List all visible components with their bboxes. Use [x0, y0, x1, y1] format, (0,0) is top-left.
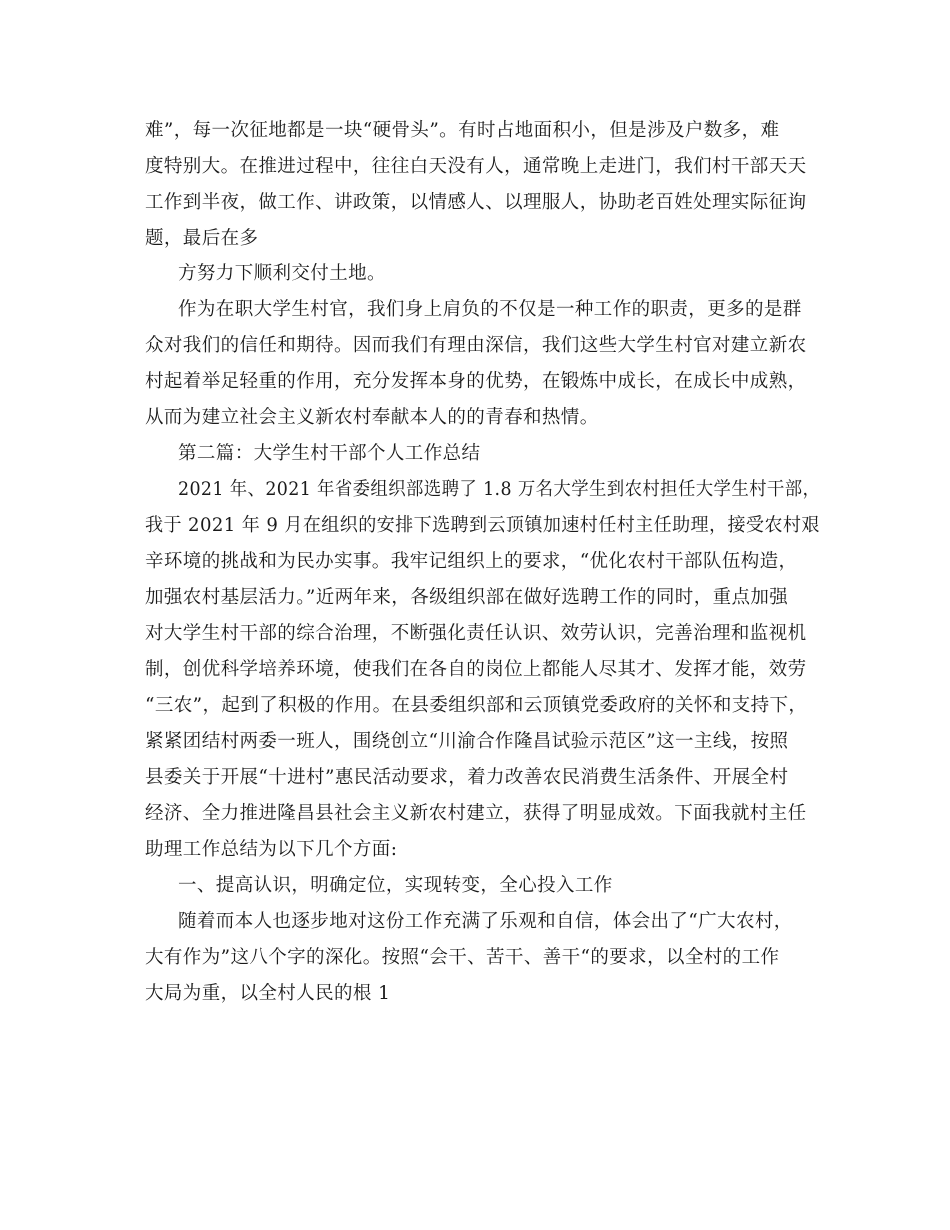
paragraph-first-line: 作为在职大学生村官，我们身上肩负的不仅是一种工作的职责，更多的是群: [178, 299, 802, 320]
text-line: 工作到半夜，做工作、讲政策，以情感人、以理服人，协助老百姓处理实际征询: [145, 192, 807, 213]
text-line: 经济、全力推进隆昌县社会主义新农村建立，获得了明显成效。下面我就村主任: [145, 803, 807, 824]
paragraph-first-line: 随着而本人也逐步地对这份工作充满了乐观和自信，体会出了“广大农村，: [178, 911, 793, 932]
text-line: 题，最后在多: [145, 228, 259, 249]
text-line: 对大学生村干部的综合治理，不断强化责任认识、效劳认识，完善治理和监视机: [145, 623, 807, 644]
text-line: 县委关于开展“十进村”惠民活动要求，着力改善农民消费生活条件、开展全村: [145, 767, 789, 788]
text-line: 难”，每一次征地都是一块“硬骨头”。有时占地面积小，但是涉及户数多，难: [145, 120, 780, 141]
text-line: 加强农村基层活力。”近两年来，各级组织部在做好选聘工作的同时，重点加强: [145, 587, 789, 608]
section-heading: 第二篇：大学生村干部个人工作总结: [178, 443, 481, 464]
text-line: 紧紧团结村两委一班人，围绕创立“川渝合作隆昌试验示范区”这一主线，按照: [145, 731, 789, 752]
subsection-heading: 一、提高认识，明确定位，实现转变，全心投入工作: [178, 875, 613, 896]
paragraph-first-line: 2021 年、2021 年省委组织部选聘了 1.8 万名大学生到农村担任大学生村干部，: [178, 479, 821, 500]
text-line: 村起着举足轻重的作用，充分发挥本身的优势，在锻炼中成长，在成长中成熟，: [145, 371, 807, 392]
text-line: 度特别大。在推进过程中，往往白天没有人，通常晚上走进门，我们村干部天天: [145, 156, 807, 177]
text-line: 我于 2021 年 9 月在组织的安排下选聘到云顶镇加速村任村主任助理，接受农村艰: [145, 515, 820, 536]
text-line: “三农”，起到了积极的作用。在县委组织部和云顶镇党委政府的关怀和支持下，: [145, 695, 808, 716]
text-line: 制，创优科学培养环境，使我们在各自的岗位上都能人尽其才、发挥才能，效劳: [145, 659, 807, 680]
paragraph-first-line: 方努力下顺利交付土地。: [178, 263, 386, 284]
text-line: 大有作为”这八个字的深化。按照“会干、苦干、善干“的要求，以全村的工作: [145, 947, 780, 968]
text-line: 大局为重，以全村人民的根 1: [145, 983, 391, 1004]
text-line: 助理工作总结为以下几个方面:: [145, 839, 398, 860]
text-line: 辛环境的挑战和为民办实事。我牢记组织上的要求，“优化农村干部队伍构造，: [145, 551, 798, 572]
text-line: 从而为建立社会主义新农村奉献本人的的青春和热情。: [145, 407, 599, 428]
text-line: 众对我们的信任和期待。因而我们有理由深信，我们这些大学生村官对建立新农: [145, 335, 807, 356]
